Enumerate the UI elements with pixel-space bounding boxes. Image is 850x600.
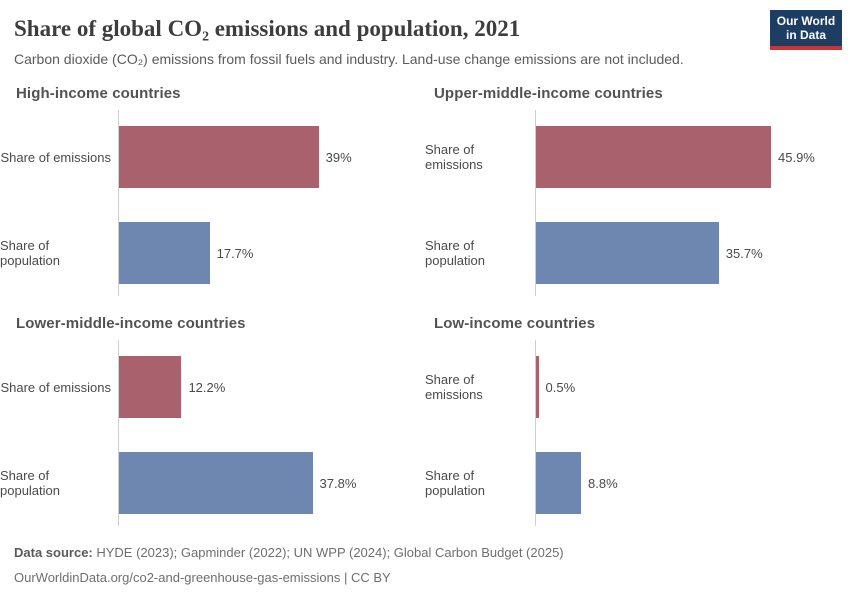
bar-value-label: 0.5% [545,379,576,395]
bar-value-label: 17.7% [216,245,254,261]
population-bar[interactable] [119,222,210,284]
facet-low-income [425,315,850,530]
facet-lower-middle-income [0,315,425,530]
facet-title-upper-middle-income: Upper-middle-income countries [434,85,663,102]
facet-title-low-income: Low-income countries [434,315,596,332]
category-label: Share of population [0,238,60,268]
category-label: Share of population [425,238,485,268]
data-source-label: Data source: [14,545,93,560]
category-label: Share of emissions [0,149,111,165]
bar-value-label: 12.2% [188,379,226,395]
bar-row [425,222,850,284]
population-bar[interactable] [536,222,719,284]
bar-row [0,126,425,188]
emissions-bar[interactable] [119,356,181,418]
bar-row [425,126,850,188]
owid-logo-line2: in Data [785,28,826,42]
owid-logo[interactable] [770,10,842,50]
category-label: Share of population [425,468,485,498]
bar-row [0,356,425,418]
facet-high-income [0,85,425,300]
category-label: Share of emissions [425,142,483,172]
category-label: Share of emissions [425,372,483,402]
facet-title-high-income: High-income countries [16,85,181,102]
bar-value-label: 37.8% [319,475,357,491]
bar-value-label: 8.8% [588,475,618,491]
owid-link[interactable]: OurWorldinData.org/co2-and-greenhouse-gas-emissions | CC BY [14,570,391,585]
owid-logo-line1: Our World [776,14,836,28]
facet-title-lower-middle-income: Lower-middle-income countries [16,315,246,332]
facet-upper-middle-income [425,85,850,300]
data-source-line [14,545,564,560]
bar-row [0,222,425,284]
data-source-value: HYDE (2023); Gapminder (2022); UN WPP (2024); Global Carbon Budget (2025) [92,545,564,560]
category-label: Share of population [0,468,60,498]
bar-row [425,356,850,418]
bar-row [0,452,425,514]
population-bar[interactable] [119,452,313,514]
bar-value-label: 35.7% [725,245,763,261]
emissions-bar[interactable] [119,126,319,188]
bar-row [425,452,850,514]
chart-title: Share of global CO₂ emissions and population, 2021 [14,16,521,41]
population-bar[interactable] [536,452,581,514]
bar-value-label: 39% [325,149,352,165]
bar-value-label: 45.9% [778,149,815,165]
chart-subtitle: Carbon dioxide (CO₂) emissions from fossil fuels and industry. Land-use change emissions are not included. [14,51,684,67]
emissions-bar[interactable] [536,356,539,418]
emissions-bar[interactable] [536,126,771,188]
category-label: Share of emissions [0,379,111,395]
